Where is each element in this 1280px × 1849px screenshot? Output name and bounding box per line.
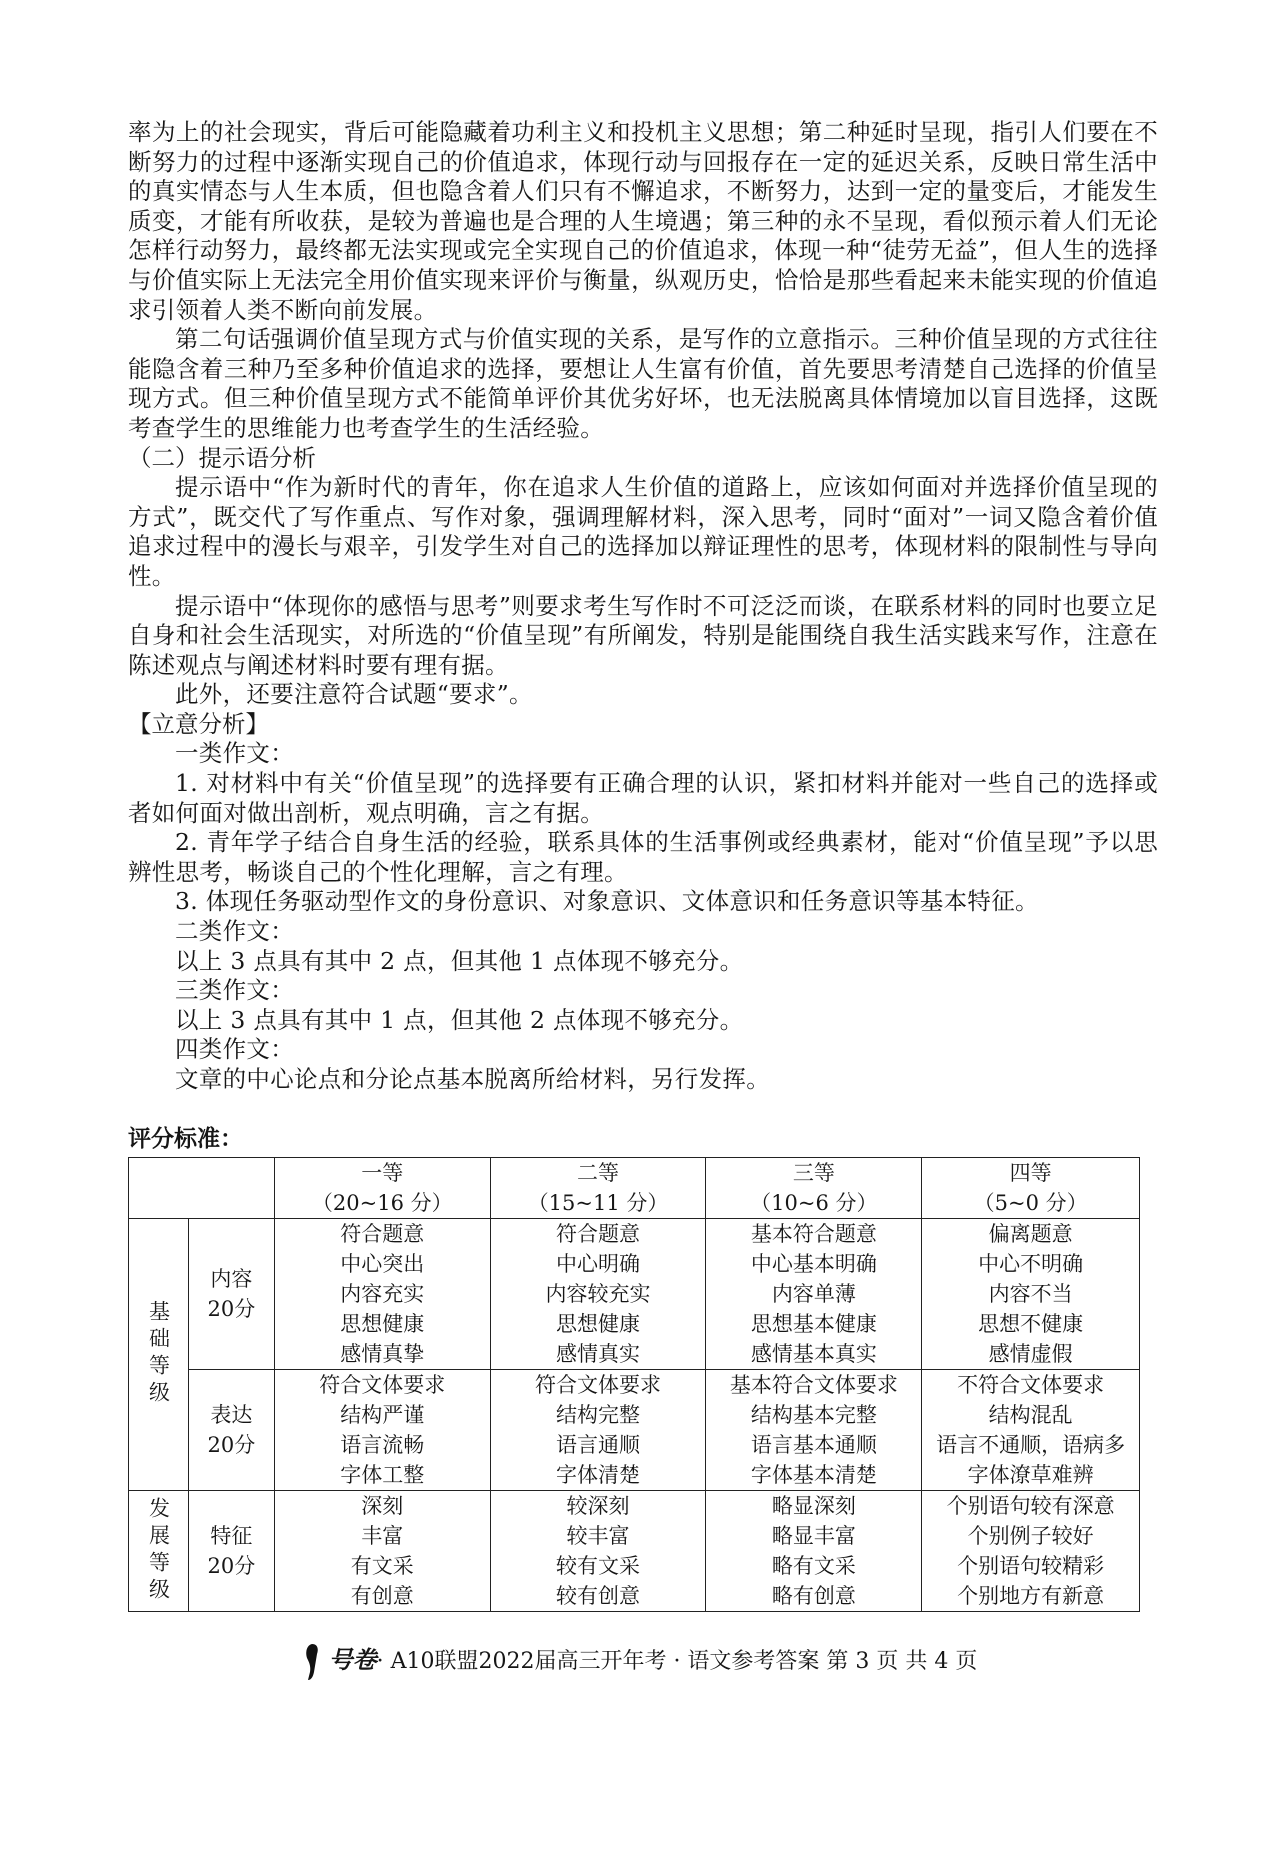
criteria-cell: 符合题意 中心明确 内容较充实 思想健康 感情真实 [490, 1218, 706, 1369]
category-heading: 四类作文： [175, 1035, 294, 1064]
row-label: 内容 20分 [188, 1218, 274, 1369]
criteria-cell: 基本符合文体要求 结构基本完整 语言基本通顺 字体基本清楚 [706, 1369, 922, 1490]
brand-name: 号卷 [328, 1645, 377, 1674]
paragraph: 提示语中“作为新时代的青年，你在追求人生价值的道路上，应该如何面对并选择价值呈现的方式”，既交代了写作重点、写作对象，强调理解材料，深入思考，同时“面对”一词又隐含着价值追求过程中的漫长与艰辛，引发学生对自己的选择加以辩证理性的思考，体现材料的限制性与导向性。 [128, 473, 1158, 590]
header-cell: 三等 （10~6 分） [706, 1157, 922, 1218]
table-title: 评分标准： [128, 1124, 243, 1152]
criteria-cell: 偏离题意 中心不明确 内容不当 思想不健康 感情虚假 [922, 1218, 1140, 1369]
table-row [129, 1369, 1140, 1490]
criteria-cell: 符合文体要求 结构严谨 语言流畅 字体工整 [274, 1369, 490, 1490]
brand-logo-icon [303, 1642, 325, 1682]
criteria-cell: 略显深刻 略显丰富 略有文采 略有创意 [706, 1490, 922, 1611]
category-heading: 三类作文： [175, 976, 294, 1005]
header-cell: 二等 （15~11 分） [490, 1157, 706, 1218]
scoring-table [128, 1157, 1140, 1612]
table-header-row [129, 1157, 1140, 1218]
criteria-cell: 不符合文体要求 结构混乱 语言不通顺，语病多 字体潦草难辨 [922, 1369, 1140, 1490]
category-heading: 一类作文： [175, 739, 294, 768]
paragraph: 此外，还要注意符合试题“要求”。 [175, 680, 533, 709]
header-blank-cell [129, 1157, 275, 1218]
section-heading: 【立意分析】 [128, 709, 269, 738]
page-footer [0, 1640, 1280, 1682]
header-cell: 一等 （20~16 分） [274, 1157, 490, 1218]
criteria-item: 3. 体现任务驱动型作文的身份意识、对象意识、文体意识和任务意识等基本特征。 [175, 887, 1039, 916]
category-heading: 二类作文： [175, 917, 294, 946]
section-heading: （二）提示语分析 [128, 443, 316, 472]
document-page [128, 118, 1158, 1612]
criteria-cell: 深刻 丰富 有文采 有创意 [274, 1490, 490, 1611]
table-row [129, 1490, 1140, 1611]
header-cell: 四等 （5~0 分） [922, 1157, 1140, 1218]
group-label-basic: 基础等级 [129, 1218, 189, 1490]
category-text: 以上 3 点具有其中 1 点，但其他 2 点体现不够充分。 [175, 1005, 744, 1034]
criteria-item: 2. 青年学子结合自身生活的经验，联系具体的生活事例或经典素材，能对“价值呈现”予以思辨性思考，畅谈自己的个性化理解，言之有理。 [128, 828, 1158, 886]
criteria-cell: 较深刻 较丰富 较有文采 较有创意 [490, 1490, 706, 1611]
paragraph: 提示语中“体现你的感悟与思考”则要求考生写作时不可泛泛而谈，在联系材料的同时也要立足自身和社会生活现实，对所选的“价值呈现”有所阐发，特别是能围绕自我生活实践来写作，注意在陈述观点与阐述材料时要有理有据。 [128, 591, 1158, 679]
criteria-cell: 符合题意 中心突出 内容充实 思想健康 感情真挚 [274, 1218, 490, 1369]
criteria-item: 1. 对材料中有关“价值呈现”的选择要有正确合理的认识，紧扣材料并能对一些自己的选择或者如何面对做出剖析，观点明确，言之有据。 [128, 769, 1158, 827]
criteria-cell: 基本符合题意 中心基本明确 内容单薄 思想基本健康 感情基本真实 [706, 1218, 922, 1369]
criteria-cell: 个别语句较有深意 个别例子较好 个别语句较精彩 个别地方有新意 [922, 1490, 1140, 1611]
group-label-development: 发展等级 [129, 1490, 189, 1611]
table-row [129, 1218, 1140, 1369]
row-label: 特征 20分 [188, 1490, 274, 1611]
criteria-cell: 符合文体要求 结构完整 语言通顺 字体清楚 [490, 1369, 706, 1490]
paragraph: 率为上的社会现实，背后可能隐藏着功利主义和投机主义思想；第二种延时呈现，指引人们要在不断努力的过程中逐渐实现自己的价值追求，体现行动与回报存在一定的延迟关系，反映日常生活中的真实情态与人生本质，但也隐含着人们只有不懈追求，不断努力，达到一定的量变后，才能发生质变，才能有所收获，是较为普遍也是合理的人生境遇；第三种的永不呈现，看似预示着人们无论怎样行动努力，最终都无法实现或完全实现自己的价值追求，体现一种“徒劳无益”，但人生的选择与价值实际上无法完全用价值实现来评价与衡量，纵观历史，恰恰是那些看起来未能实现的价值追求引领着人类不断向前发展。 [128, 118, 1158, 324]
category-text: 以上 3 点具有其中 2 点，但其他 1 点体现不够充分。 [175, 946, 744, 975]
footer-text: · A10联盟2022届高三开年考 · 语文参考答案 第 3 页 共 4 页 [376, 1649, 978, 1674]
category-text: 文章的中心论点和分论点基本脱离所给材料，另行发挥。 [175, 1065, 770, 1093]
paragraph: 第二句话强调价值呈现方式与价值实现的关系，是写作的立意指示。三种价值呈现的方式往往能隐含着三种乃至多种价值追求的选择，要想让人生富有价值，首先要思考清楚自己选择的价值呈现方式。但三种价值呈现方式不能简单评价其优劣好坏，也无法脱离具体情境加以盲目选择，这既考查学生的思维能力也考查学生的生活经验。 [128, 325, 1158, 442]
row-label: 表达 20分 [188, 1369, 274, 1490]
